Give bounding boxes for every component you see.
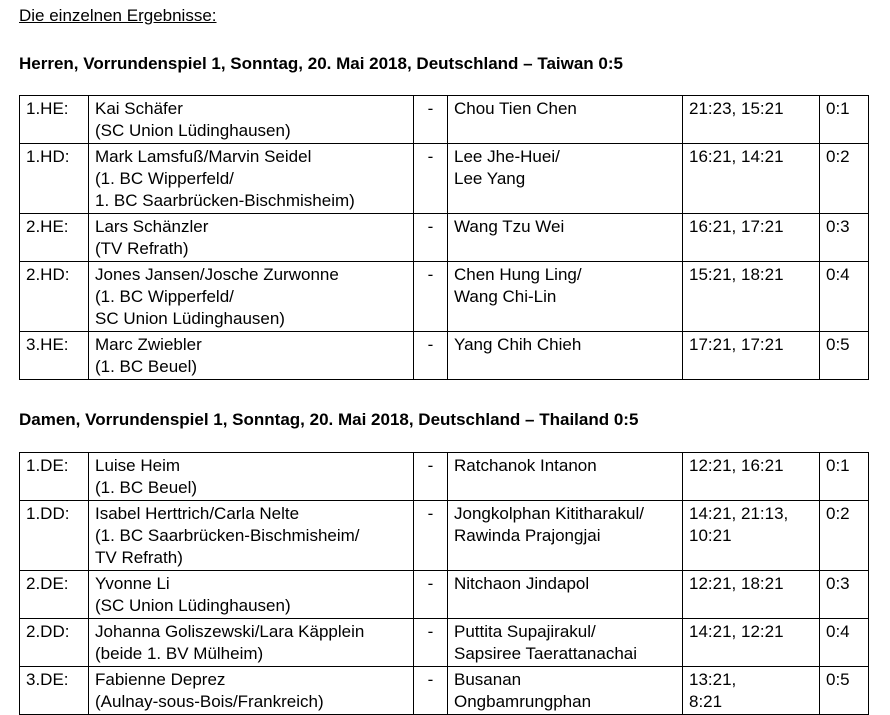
opponent-cell: Nitchaon Jindapol	[448, 571, 683, 619]
match-score-cell: 0:5	[820, 667, 869, 715]
german-player-cell: Isabel Herttrich/Carla Nelte (1. BC Saarbrücken-Bischmisheim/ TV Refrath)	[89, 501, 414, 571]
separator-cell: -	[414, 571, 448, 619]
german-player-cell: Luise Heim (1. BC Beuel)	[89, 453, 414, 501]
table-row	[20, 144, 869, 214]
discipline-cell: 2.HE:	[20, 214, 89, 262]
opponent-cell: Yang Chih Chieh	[448, 332, 683, 380]
match-score-cell: 0:1	[820, 453, 869, 501]
separator-cell: -	[414, 501, 448, 571]
opponent-cell: Busanan Ongbamrungphan	[448, 667, 683, 715]
separator-cell: -	[414, 332, 448, 380]
results-table-damen	[19, 452, 869, 715]
set-scores-cell: 17:21, 17:21	[683, 332, 820, 380]
table-row	[20, 96, 869, 144]
table-row	[20, 619, 869, 667]
separator-cell: -	[414, 262, 448, 332]
discipline-cell: 2.HD:	[20, 262, 89, 332]
set-scores-cell: 16:21, 17:21	[683, 214, 820, 262]
set-scores-cell: 14:21, 21:13, 10:21	[683, 501, 820, 571]
match-score-cell: 0:2	[820, 501, 869, 571]
match-score-cell: 0:3	[820, 214, 869, 262]
discipline-cell: 1.DE:	[20, 453, 89, 501]
table-row	[20, 332, 869, 380]
discipline-cell: 1.DD:	[20, 501, 89, 571]
german-player-cell: Jones Jansen/Josche Zurwonne (1. BC Wipperfeld/ SC Union Lüdinghausen)	[89, 262, 414, 332]
set-scores-cell: 14:21, 12:21	[683, 619, 820, 667]
set-scores-cell: 13:21, 8:21	[683, 667, 820, 715]
intro-heading: Die einzelnen Ergebnisse:	[19, 6, 217, 25]
discipline-cell: 2.DE:	[20, 571, 89, 619]
opponent-cell: Ratchanok Intanon	[448, 453, 683, 501]
match-score-cell: 0:3	[820, 571, 869, 619]
separator-cell: -	[414, 144, 448, 214]
match-score-cell: 0:2	[820, 144, 869, 214]
section-title-damen: Damen, Vorrundenspiel 1, Sonntag, 20. Mai 2018, Deutschland – Thailand 0:5	[19, 410, 639, 429]
discipline-cell: 1.HD:	[20, 144, 89, 214]
opponent-cell: Wang Tzu Wei	[448, 214, 683, 262]
opponent-cell: Lee Jhe-Huei/ Lee Yang	[448, 144, 683, 214]
table-row	[20, 262, 869, 332]
discipline-cell: 1.HE:	[20, 96, 89, 144]
discipline-cell: 3.DE:	[20, 667, 89, 715]
match-score-cell: 0:1	[820, 96, 869, 144]
discipline-cell: 2.DD:	[20, 619, 89, 667]
set-scores-cell: 21:23, 15:21	[683, 96, 820, 144]
german-player-cell: Kai Schäfer (SC Union Lüdinghausen)	[89, 96, 414, 144]
table-row	[20, 501, 869, 571]
section-title-herren: Herren, Vorrundenspiel 1, Sonntag, 20. Mai 2018, Deutschland – Taiwan 0:5	[19, 54, 623, 73]
separator-cell: -	[414, 453, 448, 501]
set-scores-cell: 12:21, 16:21	[683, 453, 820, 501]
opponent-cell: Jongkolphan Kititharakul/ Rawinda Prajongjai	[448, 501, 683, 571]
results-table-herren	[19, 95, 869, 380]
opponent-cell: Chen Hung Ling/ Wang Chi-Lin	[448, 262, 683, 332]
separator-cell: -	[414, 214, 448, 262]
table-row	[20, 571, 869, 619]
german-player-cell: Johanna Goliszewski/Lara Käpplein (beide 1. BV Mülheim)	[89, 619, 414, 667]
set-scores-cell: 15:21, 18:21	[683, 262, 820, 332]
discipline-cell: 3.HE:	[20, 332, 89, 380]
set-scores-cell: 16:21, 14:21	[683, 144, 820, 214]
match-score-cell: 0:4	[820, 619, 869, 667]
set-scores-cell: 12:21, 18:21	[683, 571, 820, 619]
opponent-cell: Chou Tien Chen	[448, 96, 683, 144]
match-score-cell: 0:5	[820, 332, 869, 380]
opponent-cell: Puttita Supajirakul/ Sapsiree Taerattanachai	[448, 619, 683, 667]
separator-cell: -	[414, 96, 448, 144]
table-row	[20, 214, 869, 262]
german-player-cell: Marc Zwiebler (1. BC Beuel)	[89, 332, 414, 380]
german-player-cell: Lars Schänzler (TV Refrath)	[89, 214, 414, 262]
german-player-cell: Yvonne Li (SC Union Lüdinghausen)	[89, 571, 414, 619]
match-score-cell: 0:4	[820, 262, 869, 332]
separator-cell: -	[414, 619, 448, 667]
separator-cell: -	[414, 667, 448, 715]
german-player-cell: Fabienne Deprez (Aulnay-sous-Bois/Frankreich)	[89, 667, 414, 715]
table-row	[20, 667, 869, 715]
german-player-cell: Mark Lamsfuß/Marvin Seidel (1. BC Wipperfeld/ 1. BC Saarbrücken-Bischmisheim)	[89, 144, 414, 214]
table-row	[20, 453, 869, 501]
